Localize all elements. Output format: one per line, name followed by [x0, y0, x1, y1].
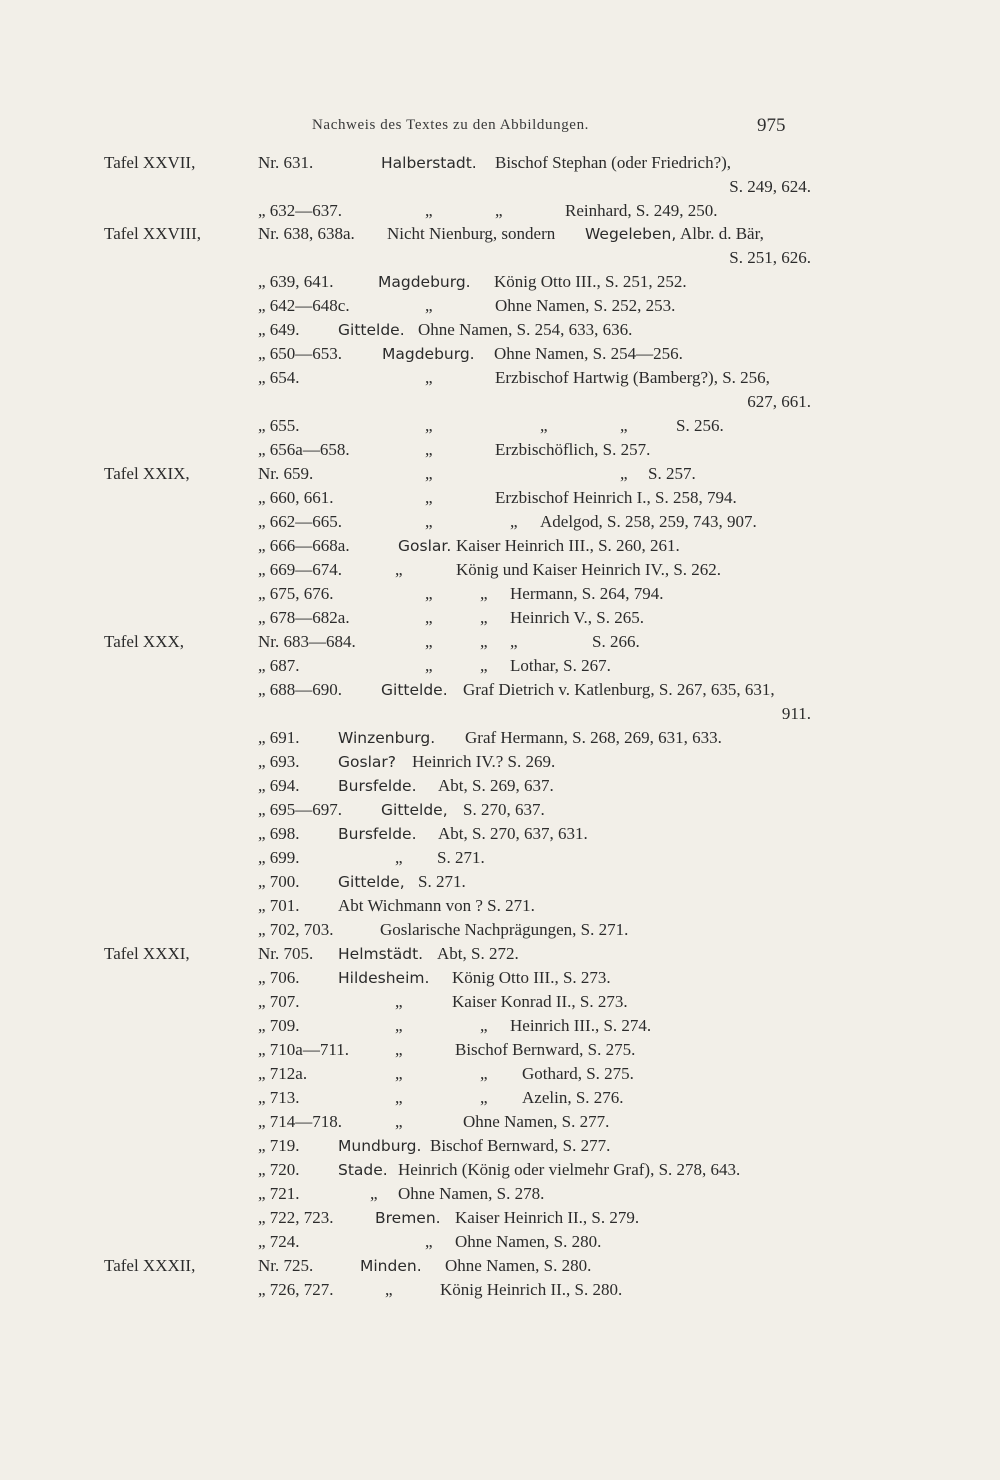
entry-text: König und Kaiser Heinrich IV., S. 262.: [456, 560, 722, 579]
index-line: [0, 463, 1000, 485]
entry-text: Bischof Stephan (oder Friedrich?),: [495, 153, 732, 172]
figure-number: „ 722, 723.: [258, 1208, 334, 1227]
index-line: [0, 487, 1000, 509]
entry-text: „: [395, 1064, 403, 1083]
entry-text: Ohne Namen, S. 278.: [398, 1184, 545, 1203]
entry-text: „: [425, 1232, 433, 1251]
entry-text: Kaiser Heinrich III., S. 260, 261.: [456, 536, 680, 555]
figure-number: Nr. 705.: [258, 944, 314, 963]
figure-number: „ 669—674.: [258, 560, 343, 579]
entry-text: „: [425, 488, 433, 507]
entry-text: „: [510, 512, 518, 531]
entry-text: „: [395, 848, 403, 867]
header-title: Nachweis des Textes zu den Abbildungen.: [312, 117, 590, 133]
entry-text: „: [480, 608, 488, 627]
running-header: [0, 117, 1000, 141]
entry-text: Erzbischof Hartwig (Bamberg?), S. 256,: [495, 368, 770, 387]
plate-label: Tafel XXVIII,: [104, 224, 201, 243]
entry-text: Kaiser Heinrich II., S. 279.: [455, 1208, 640, 1227]
page-reference-continuation: S. 251, 626.: [729, 248, 811, 267]
entry-text: Abt Wichmann von ? S. 271.: [338, 896, 535, 915]
index-line: [0, 415, 1000, 437]
entry-text: „: [480, 632, 488, 651]
index-line: [0, 751, 1000, 773]
mint-place: Magdeburg.: [382, 345, 475, 363]
figure-number: „ 710a—711.: [258, 1040, 349, 1059]
entry-text: König Otto III., S. 273.: [452, 968, 611, 987]
index-line: [0, 1183, 1000, 1205]
figure-number: „ 642—648c.: [258, 296, 350, 315]
entry-text: König Otto III., S. 251, 252.: [494, 272, 687, 291]
index-line: [0, 439, 1000, 461]
figure-number: „ 687.: [258, 656, 300, 675]
index-line: [0, 1135, 1000, 1157]
figure-number: „ 700.: [258, 872, 300, 891]
entry-text: „: [425, 512, 433, 531]
index-line: [0, 295, 1000, 317]
entry-text: „: [425, 440, 433, 459]
figure-number: „ 688—690.: [258, 680, 343, 699]
entry-text: Albr. d. Bär,: [680, 224, 764, 243]
index-line: [0, 679, 1000, 701]
entry-text: Bischof Bernward, S. 277.: [430, 1136, 611, 1155]
mint-place: Winzenburg.: [338, 729, 436, 747]
index-line: [0, 367, 1000, 389]
figure-number: „ 713.: [258, 1088, 300, 1107]
index-line: [0, 1015, 1000, 1037]
mint-place: Magdeburg.: [378, 273, 471, 291]
page-reference-continuation: 627, 661.: [747, 392, 811, 411]
index-line: [0, 319, 1000, 341]
entry-text: „: [540, 416, 548, 435]
entry-text: „: [425, 656, 433, 675]
mint-place: Bursfelde.: [338, 777, 417, 795]
index-line: [0, 200, 1000, 222]
index-line: [0, 1063, 1000, 1085]
index-line: [0, 1111, 1000, 1133]
index-line: [0, 559, 1000, 581]
figure-number: „ 655.: [258, 416, 300, 435]
entry-text: „: [425, 201, 433, 220]
entry-text: „: [425, 632, 433, 651]
entry-text: S. 257.: [648, 464, 696, 483]
figure-number: „ 632—637.: [258, 201, 343, 220]
plate-label: Tafel XXIX,: [104, 464, 190, 483]
mint-place: Hildesheim.: [338, 969, 430, 987]
figure-number: „ 639, 641.: [258, 272, 334, 291]
index-line: [0, 1231, 1000, 1253]
figure-number: „ 694.: [258, 776, 300, 795]
entry-text: „: [480, 656, 488, 675]
figure-number: „ 706.: [258, 968, 300, 987]
entry-text: Lothar, S. 267.: [510, 656, 611, 675]
entry-text: „: [510, 632, 518, 651]
figure-number: Nr. 638, 638a.: [258, 224, 355, 243]
figure-number: „ 678—682a.: [258, 608, 350, 627]
entry-text: Abt, S. 270, 637, 631.: [438, 824, 588, 843]
entry-text: „: [620, 464, 628, 483]
index-line: [0, 967, 1000, 989]
index-line: [0, 343, 1000, 365]
entry-text: Graf Dietrich v. Katlenburg, S. 267, 635, 631,: [463, 680, 775, 699]
entry-text: „: [385, 1280, 393, 1299]
figure-number: „ 649.: [258, 320, 300, 339]
index-line: [0, 919, 1000, 941]
figure-number: „ 656a—658.: [258, 440, 350, 459]
index-line: [0, 775, 1000, 797]
index-line: [0, 176, 1000, 198]
mint-place: Stade.: [338, 1161, 388, 1179]
index-line: [0, 223, 1000, 245]
entry-text: „: [495, 201, 503, 220]
entry-text: Kaiser Konrad II., S. 273.: [452, 992, 628, 1011]
figure-number: „ 719.: [258, 1136, 300, 1155]
index-line: [0, 583, 1000, 605]
index-line: [0, 871, 1000, 893]
index-line: [0, 895, 1000, 917]
figure-number: Nr. 683—684.: [258, 632, 356, 651]
entry-text: Nicht Nienburg, sondern: [387, 224, 556, 243]
index-line: [0, 1087, 1000, 1109]
entry-text: Ohne Namen, S. 252, 253.: [495, 296, 676, 315]
entry-text: S. 256.: [676, 416, 724, 435]
figure-number: „ 660, 661.: [258, 488, 334, 507]
index-line: [0, 391, 1000, 413]
figure-number: „ 701.: [258, 896, 300, 915]
page-reference-continuation: 911.: [781, 704, 811, 723]
entry-text: „: [395, 1016, 403, 1035]
mint-place: Helmstädt.: [338, 945, 424, 963]
entry-text: Erzbischöflich, S. 257.: [495, 440, 651, 459]
mint-place: Wegeleben,: [585, 225, 677, 243]
page-reference-continuation: S. 249, 624.: [729, 177, 811, 196]
entry-text: Bischof Bernward, S. 275.: [455, 1040, 636, 1059]
entry-text: „: [425, 296, 433, 315]
entry-text: König Heinrich II., S. 280.: [440, 1280, 623, 1299]
entry-text: „: [480, 1064, 488, 1083]
mint-place: Gittelde.: [381, 681, 448, 699]
entry-text: Abt, S. 269, 637.: [438, 776, 554, 795]
figure-number: „ 702, 703.: [258, 920, 334, 939]
entry-text: S. 271.: [418, 872, 466, 891]
figure-number: Nr. 725.: [258, 1256, 314, 1275]
figure-number: „ 726, 727.: [258, 1280, 334, 1299]
figure-number: „ 709.: [258, 1016, 300, 1035]
entry-text: Ohne Namen, S. 254, 633, 636.: [418, 320, 633, 339]
entry-text: „: [370, 1184, 378, 1203]
entry-text: Ohne Namen, S. 280.: [445, 1256, 592, 1275]
entry-text: Adelgod, S. 258, 259, 743, 907.: [540, 512, 757, 531]
entry-text: „: [425, 608, 433, 627]
figure-number: „ 650—653.: [258, 344, 343, 363]
figure-number: „ 698.: [258, 824, 300, 843]
entry-text: Reinhard, S. 249, 250.: [565, 201, 718, 220]
entry-text: Ohne Namen, S. 280.: [455, 1232, 602, 1251]
figure-number: Nr. 659.: [258, 464, 314, 483]
figure-number: „ 695—697.: [258, 800, 343, 819]
index-line: [0, 727, 1000, 749]
mint-place: Goslar?: [338, 753, 396, 771]
entry-text: Abt, S. 272.: [437, 944, 519, 963]
figure-number: „ 721.: [258, 1184, 300, 1203]
entry-text: „: [395, 992, 403, 1011]
mint-place: Bremen.: [375, 1209, 441, 1227]
entry-text: S. 270, 637.: [463, 800, 545, 819]
index-line: [0, 1159, 1000, 1181]
mint-place: Gittelde.: [338, 321, 405, 339]
entry-text: Heinrich III., S. 274.: [510, 1016, 652, 1035]
figure-number: „ 691.: [258, 728, 300, 747]
entry-text: Gothard, S. 275.: [522, 1064, 634, 1083]
entry-text: Azelin, S. 276.: [522, 1088, 624, 1107]
index-line: [0, 152, 1000, 174]
mint-place: Bursfelde.: [338, 825, 417, 843]
entry-text: „: [480, 1088, 488, 1107]
figure-number: Nr. 631.: [258, 153, 314, 172]
entry-text: „: [425, 584, 433, 603]
entry-text: Goslarische Nachprägungen, S. 271.: [380, 920, 629, 939]
index-line: [0, 1279, 1000, 1301]
figure-number: „ 712a.: [258, 1064, 308, 1083]
plate-label: Tafel XXX,: [104, 632, 185, 651]
entry-text: Hermann, S. 264, 794.: [510, 584, 664, 603]
entry-text: S. 271.: [437, 848, 485, 867]
entry-text: „: [480, 1016, 488, 1035]
figure-number: „ 693.: [258, 752, 300, 771]
figure-number: „ 662—665.: [258, 512, 343, 531]
entry-text: Erzbischof Heinrich I., S. 258, 794.: [495, 488, 737, 507]
index-line: [0, 607, 1000, 629]
mint-place: Gittelde,: [381, 801, 448, 819]
index-line: [0, 943, 1000, 965]
plate-label: Tafel XXXI,: [104, 944, 190, 963]
index-line: [0, 511, 1000, 533]
figure-number: „ 666—668a.: [258, 536, 350, 555]
entry-text: Ohne Namen, S. 277.: [463, 1112, 610, 1131]
mint-place: Minden.: [360, 1257, 422, 1275]
mint-place: Halberstadt.: [381, 154, 477, 172]
entry-text: S. 266.: [592, 632, 640, 651]
index-line: [0, 703, 1000, 725]
index-line: [0, 247, 1000, 269]
figure-number: „ 675, 676.: [258, 584, 334, 603]
entry-text: „: [395, 1112, 403, 1131]
index-line: [0, 991, 1000, 1013]
index-line: [0, 631, 1000, 653]
plate-label: Tafel XXXII,: [104, 1256, 196, 1275]
mint-place: Mundburg.: [338, 1137, 422, 1155]
index-line: [0, 1255, 1000, 1277]
index-line: [0, 535, 1000, 557]
entry-text: Heinrich V., S. 265.: [510, 608, 644, 627]
entry-text: „: [395, 1040, 403, 1059]
entry-text: „: [425, 464, 433, 483]
index-line: [0, 799, 1000, 821]
figure-number: „ 699.: [258, 848, 300, 867]
entry-text: Ohne Namen, S. 254—256.: [494, 344, 683, 363]
entry-text: Heinrich IV.? S. 269.: [412, 752, 556, 771]
index-line: [0, 1207, 1000, 1229]
index-line: [0, 1039, 1000, 1061]
index-line: [0, 823, 1000, 845]
index-line: [0, 655, 1000, 677]
figure-number: „ 654.: [258, 368, 300, 387]
figure-number: „ 724.: [258, 1232, 300, 1251]
figure-number: „ 714—718.: [258, 1112, 343, 1131]
entry-text: „: [620, 416, 628, 435]
entry-text: „: [395, 560, 403, 579]
entry-text: „: [480, 584, 488, 603]
figure-number: „ 707.: [258, 992, 300, 1011]
page-number: 975: [757, 115, 786, 136]
plate-label: Tafel XXVII,: [104, 153, 196, 172]
entry-text: „: [425, 416, 433, 435]
index-line: [0, 271, 1000, 293]
entry-text: „: [395, 1088, 403, 1107]
entry-text: „: [425, 368, 433, 387]
entry-text: Heinrich (König oder vielmehr Graf), S. 278, 643.: [398, 1160, 741, 1179]
index-line: [0, 847, 1000, 869]
entry-text: Graf Hermann, S. 268, 269, 631, 633.: [465, 728, 722, 747]
figure-number: „ 720.: [258, 1160, 300, 1179]
mint-place: Gittelde,: [338, 873, 405, 891]
mint-place: Goslar.: [398, 537, 452, 555]
